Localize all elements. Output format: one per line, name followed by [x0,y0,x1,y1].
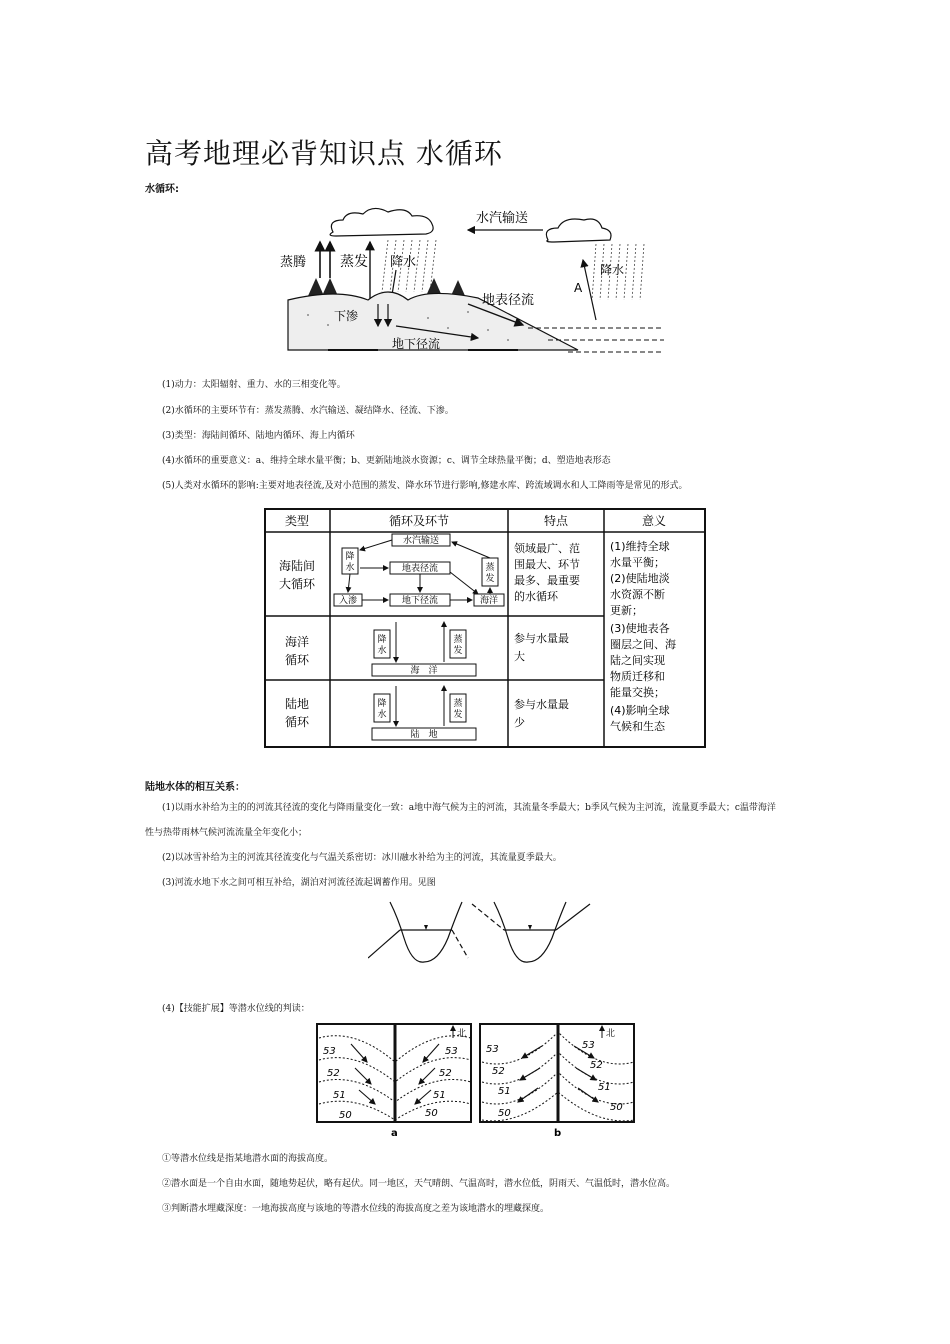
label-surface-runoff: 地表径流 [482,293,535,308]
water-cycle-table [264,508,706,748]
contour-b-right-50: 50 [610,1102,623,1113]
label-precipitation-land: 降水 [390,255,417,270]
land-water-p4: (4)【技能扩展】等潜水位线的判读： [162,1004,310,1014]
sig-8: 陆之间实现 [610,654,665,667]
cloud-left-icon [330,208,433,236]
sig-9: 物质迁移和 [610,670,665,683]
label-groundwater-runoff: 地下径流 [392,337,441,351]
sig-1: (1)维持全球 [610,540,670,553]
contour-b-right-52: 52 [590,1060,603,1071]
sig-6: (3)使地表各 [610,622,670,635]
row1-rain-2: 水 [345,563,355,573]
sig-5: 更新； [610,604,643,617]
row3-base: 陆 地 [410,730,438,740]
river-groundwater-diagram [368,898,592,968]
contour-a-left-50: 50 [339,1110,352,1121]
table-header-cycle: 循环及环节 [388,514,450,528]
row1-feature-1: 领域最广、范 [514,542,580,555]
contour-a-right-52: 52 [439,1068,452,1079]
sig-11: (4)影响全球 [610,704,670,717]
section-heading-land-water: 陆地水体的相互关系： [145,782,245,793]
sig-4: 水资源不断 [610,588,665,601]
page-title: 高考地理必背知识点 水循环 [145,137,503,170]
note-1: ①等潜水位线是指某地潜水面的海拔高度。 [162,1154,334,1164]
contour-a-left-51: 51 [333,1090,346,1101]
contour-b-north: 北 [606,1029,616,1039]
label-vapor-transport: 水汽输送 [476,211,529,226]
label-infiltration: 下渗 [334,309,359,323]
row1-feature-3: 最多、最重要 [514,574,580,587]
contour-a-label: a [391,1128,398,1139]
row3-evap-2: 发 [453,710,463,720]
row3-rain-2: 水 [377,710,387,720]
row2-feature-2: 大 [514,650,525,663]
row1-type-line1: 海陆间 [278,559,316,573]
row3-feature-2: 少 [514,716,525,729]
contour-b-left-50: 50 [498,1108,511,1119]
point-3: (3)类型：海陆间循环、陆地内循环、海上内循环 [162,431,355,441]
contour-b-label: b [554,1128,562,1139]
point-5: (5)人类对水循环的影响:主要对地表径流,及对小范围的蒸发、降水环节进行影响,修建水库、跨流域调水和人工降雨等是常见的形式。 [162,481,688,491]
contour-b-right-53: 53 [582,1040,595,1051]
row3-rain-1: 降 [377,699,387,709]
row1-ground: 地下径流 [401,596,439,606]
row3-type-line2: 循环 [284,715,310,729]
note-3: ③判断潜水埋藏深度：一地海拔高度与该地的等潜水位线的海拔高度之差为该地潜水的埋藏探度。 [162,1204,550,1214]
contour-map-a [315,1022,475,1142]
row1-evap-1: 蒸 [485,563,495,573]
row2-rain-2: 水 [377,646,387,656]
land-water-p2: (2)以冰雪补给为主的河流其径流变化与气温关系密切：冰川融水补给为主的河流，其流量夏季最大。 [162,853,562,863]
sig-2: 水量平衡； [610,556,665,569]
row2-feature-1: 参与水量最 [514,632,569,645]
row2-evap-2: 发 [453,646,463,656]
sig-3: (2)使陆地淡 [610,572,670,585]
row1-rain-1: 降 [345,552,355,562]
row1-evap-2: 发 [485,574,495,584]
row1-ocean: 海洋 [479,596,499,606]
row1-infil: 入渗 [338,596,358,606]
contour-map-b [478,1022,638,1142]
row1-feature-4: 的水循环 [514,590,558,603]
contour-a-right-51: 51 [433,1090,446,1101]
cloud-right-icon [546,219,611,242]
sig-12: 气候和生态 [610,720,665,733]
row2-type-line1: 海洋 [284,635,310,649]
contour-b-right-51: 51 [598,1082,611,1093]
row1-surface: 地表径流 [401,564,439,574]
row3-evap-1: 蒸 [453,699,463,709]
row2-base: 海 洋 [410,666,438,676]
contour-a-right-53: 53 [445,1046,458,1057]
sig-7: 圈层之间、海 [610,638,676,651]
contour-b-left-52: 52 [492,1066,505,1077]
contour-a-left-53: 53 [323,1046,336,1057]
note-2: ②潜水面是一个自由水面，随地势起伏，略有起伏。同一地区，天气晴朗、气温高时，潜水位低，阴雨天、气温低时，潜水位高。 [162,1179,676,1189]
contour-a-left-52: 52 [327,1068,340,1079]
label-a: A [574,281,583,295]
table-header-significance: 意义 [641,514,667,528]
point-2: (2)水循环的主要环节有：蒸发蒸腾、水汽输送、凝结降水、径流、下渗。 [162,406,454,416]
point-4: (4)水循环的重要意义：a、维持全球水量平衡；b、更新陆地淡水资源；c、调节全球热量平衡；d、塑造地表形态 [162,456,611,466]
point-1: (1)动力：太阳辐射、重力、水的三相变化等。 [162,380,346,390]
section-heading-water-cycle: 水循环: [145,184,179,195]
row1-feature-2: 围最大、环节 [514,558,580,571]
row3-feature-1: 参与水量最 [514,698,569,711]
land-water-p1-line1: (1)以雨水补给为主的的河流其径流的变化与降雨量变化一致：a地中海气候为主的河流，其流量冬季最大；b季风气候为主河流，流量夏季最大；c温带海洋 [162,803,776,813]
row3-type-line1: 陆地 [284,697,310,711]
table-header-type: 类型 [284,514,310,528]
sig-10: 能量交换； [610,686,665,699]
label-precipitation-sea: 降水 [600,263,625,277]
land-water-p3: (3)河流水地下水之间可相互补给，湖泊对河流径流起调蓄作用。见图 [162,878,436,888]
row2-evap-1: 蒸 [453,635,463,645]
contour-a-right-50: 50 [425,1108,438,1119]
row2-type-line2: 循环 [284,653,310,667]
contour-a-north: 北 [457,1029,467,1039]
table-header-feature: 特点 [543,514,569,528]
row2-rain-1: 降 [377,635,387,645]
row1-type-line2: 大循环 [278,577,316,591]
row1-vapor: 水汽输送 [402,536,440,546]
label-evaporation: 蒸发 [340,254,368,270]
contour-b-left-51: 51 [498,1086,511,1097]
land-water-p1-line2: 性与热带雨林气候河流流量全年变化小； [145,828,308,838]
contour-b-left-53: 53 [486,1044,499,1055]
water-cycle-diagram [278,200,664,364]
label-transpiration: 蒸腾 [280,255,307,270]
